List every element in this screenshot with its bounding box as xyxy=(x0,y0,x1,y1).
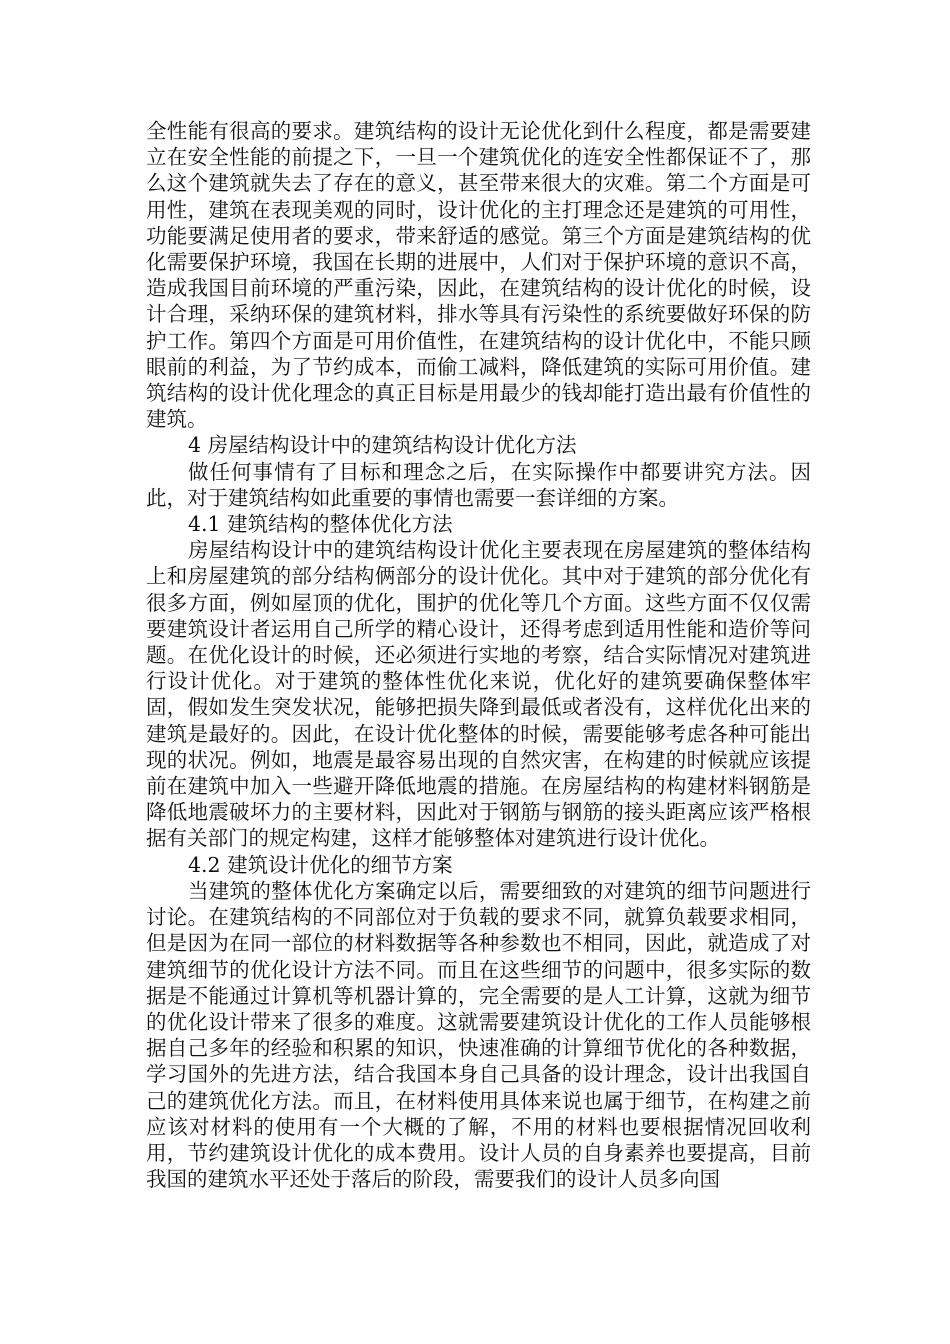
section-heading: 4 房屋结构设计中的建筑结构设计优化方法 xyxy=(188,433,577,458)
subsection-heading: 4.2 建筑设计优化的细节方案 xyxy=(188,852,453,877)
body-paragraph: 房屋结构设计中的建筑结构设计优化主要表现在房屋建筑的整体结构上和房屋建筑的部分结构俩部分的设计优化。其中对于建筑的部分优化有很多方面，例如屋顶的优化，围护的优化等几个方面。这些方面不仅仅需要建筑设计者运用自己所学的精心设计，还得考虑到适用性能和造价等问题。在优化设计的时候，还必须进行实地的考察，结合实际情况对建筑进行设计优化。对于建筑的整体性优化来说，优化好的建筑要确保整体牢固，假如发生突发状况，能够把损失降到最低或者没有，这样优化出来的建筑是最好的。因此，在设计优化整体的时候，需要能够考虑各种可能出现的状况。例如，地震是最容易出现的自然灾害，在构建的时候就应该提前在建筑中加入一些避开降低地震的措施。在房屋结构的构建材料钢筋是降低地震破坏力的主要材料，因此对于钢筋与钢筋的接头距离应该严格根据有关部门的规定构建，这样才能够整体对建筑进行设计优化。 xyxy=(146,538,811,851)
body-paragraph: 做任何事情有了目标和理念之后，在实际操作中都要讲究方法。因此，对于建筑结构如此重要的事情也需要一套详细的方案。 xyxy=(146,459,811,510)
subsection-heading: 4.1 建筑结构的整体优化方法 xyxy=(188,512,453,537)
body-paragraph: 当建筑的整体优化方案确定以后，需要细致的对建筑的细节问题进行讨论。在建筑结构的不同部位对于负载的要求不同，就算负载要求相同，但是因为在同一部位的材料数据等各种参数也不相同，因此，就造成了对建筑细节的优化设计方法不同。而且在这些细节的问题中，很多实际的数据是不能通过计算机等机器计算的，完全需要的是人工计算，这就为细节的优化设计带来了很多的难度。这就需要建筑设计优化的工作人员能够根据自己多年的经验和积累的知识，快速准确的计算细节优化的各种数据，学习国外的先进方法，结合我国本身自己具备的设计理念，设计出我国自己的建筑优化方法。而且，在材料使用具体来说也属于细节，在构建之前应该对材料的使用有一个大概的了解，不用的材料也要根据情况回收利用，节约建筑设计优化的成本费用。设计人员的自身素养也要提高，目前我国的建筑水平还处于落后的阶段，需要我们的设计人员多向国 xyxy=(146,878,811,1192)
document-page xyxy=(146,118,811,1192)
body-paragraph: 全性能有很高的要求。建筑结构的设计无论优化到什么程度，都是需要建立在安全性能的前提之下，一旦一个建筑优化的连安全性都保证不了，那么这个建筑就失去了存在的意义，甚至带来很大的灾难。第二个方面是可用性，建筑在表现美观的同时，设计优化的主打理念还是建筑的可用性，功能要满足使用者的要求，带来舒适的感觉。第三个方面是建筑结构的优化需要保护环境，我国在长期的进展中，人们对于保护环境的意识不高，造成我国目前环境的严重污染，因此，在建筑结构的设计优化的时候，设计合理，采纳环保的建筑材料，排水等具有污染性的系统要做好环保的防护工作。第四个方面是可用价值性，在建筑结构的设计优化中，不能只顾眼前的利益，为了节约成本，而偷工减料，降低建筑的实际可用价值。建筑结构的设计优化理念的真正目标是用最少的钱却能打造出最有价值性的建筑。 xyxy=(146,119,811,432)
